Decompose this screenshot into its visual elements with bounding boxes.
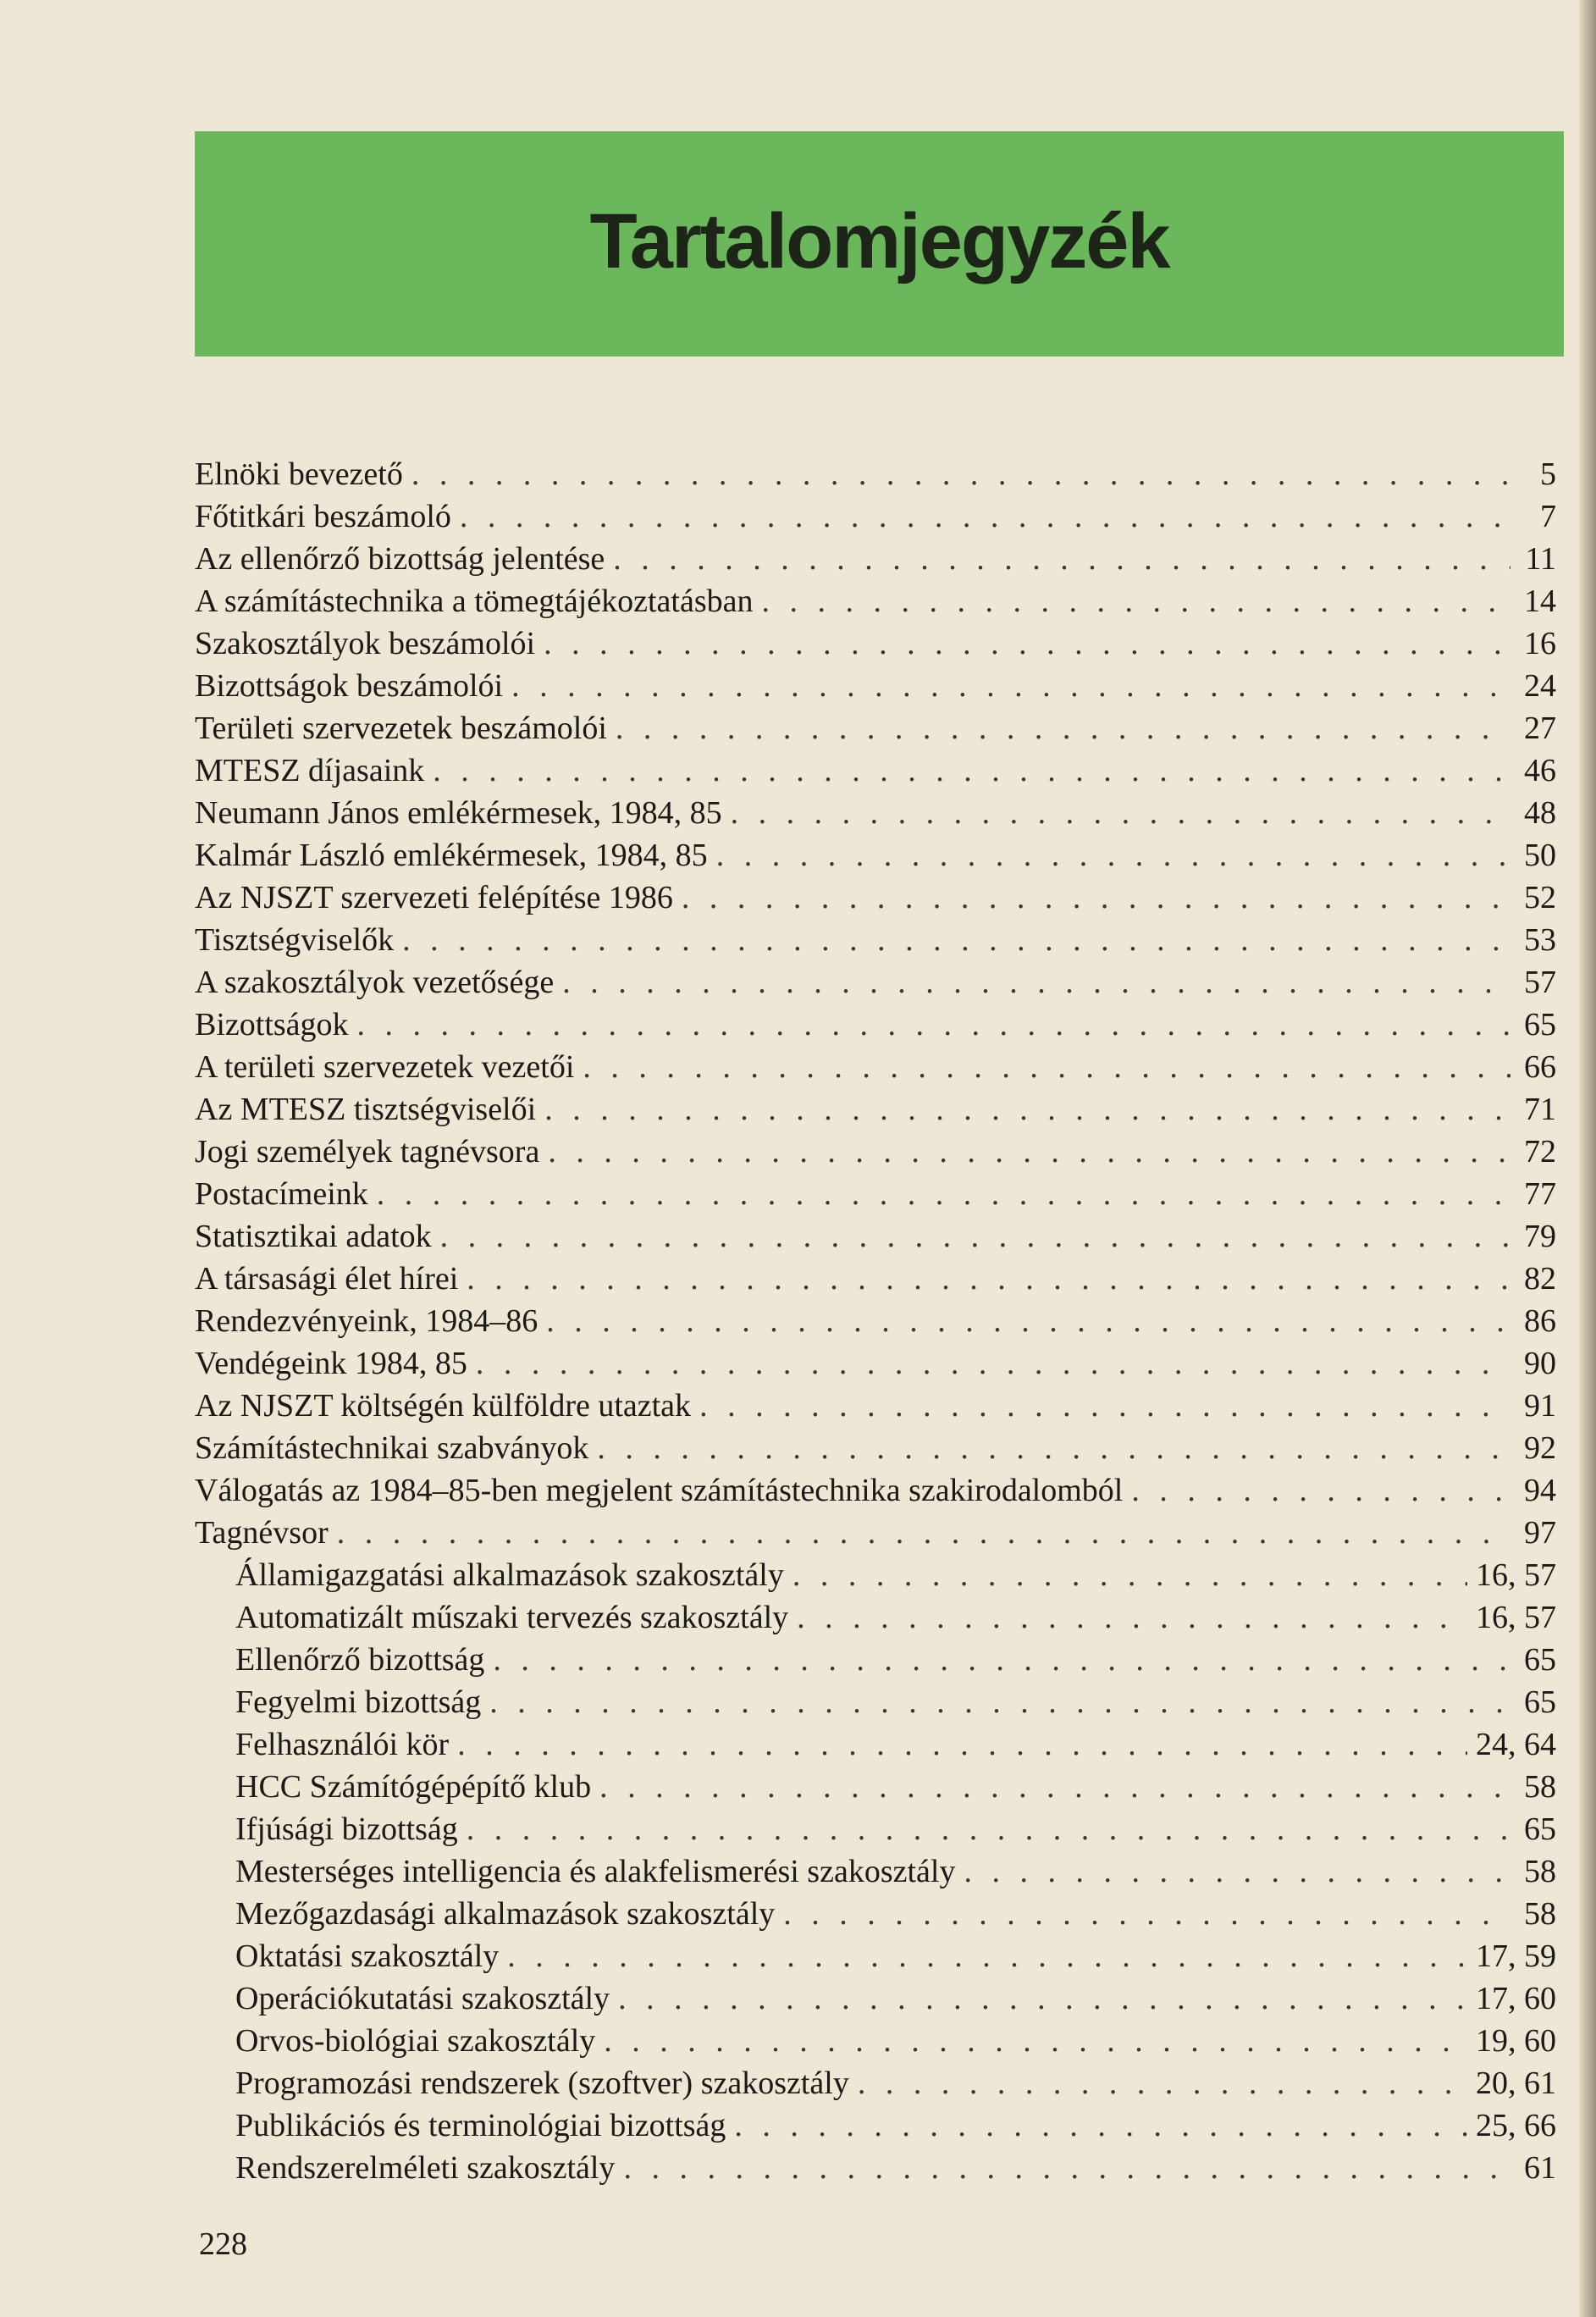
toc-entry-title: A szakosztályok vezetősége [195, 965, 555, 1000]
dot-leader [440, 1218, 1510, 1255]
toc-entry [195, 1808, 1556, 1850]
toc-entry-page: 50 [1524, 838, 1556, 873]
dot-leader [476, 1345, 1510, 1382]
dot-leader [544, 625, 1510, 662]
toc-entry-page: 58 [1524, 1896, 1556, 1932]
toc-entry-page: 19, 60 [1476, 2023, 1556, 2059]
toc-entry [195, 495, 1556, 538]
toc-entry [195, 453, 1556, 495]
toc-entry-title: Az NJSZT költségén külföldre utaztak [195, 1388, 692, 1424]
dot-leader [682, 879, 1510, 916]
toc-entry-title: Kalmár László emlékérmesek, 1984, 85 [195, 838, 708, 873]
toc-entry [195, 1977, 1556, 2020]
toc-entry-page: 65 [1524, 1684, 1556, 1720]
dot-leader [599, 1768, 1510, 1805]
toc-entry [195, 2062, 1556, 2104]
toc-entry-page: 91 [1524, 1388, 1556, 1424]
toc-entry-page: 24, 64 [1476, 1727, 1556, 1762]
toc-entry-title: Szakosztályok beszámolói [195, 626, 536, 661]
page-edge-shadow [1579, 0, 1596, 2317]
toc-entry-page: 65 [1524, 1811, 1556, 1847]
toc-entry-page: 86 [1524, 1303, 1556, 1339]
toc-entry-page: 66 [1524, 1049, 1556, 1085]
toc-entry-page: 72 [1524, 1134, 1556, 1170]
toc-entry-title: Tisztségviselők [195, 922, 395, 958]
toc-entry-title: A társasági élet hírei [195, 1261, 459, 1297]
dot-leader [734, 2107, 1467, 2144]
toc-entry-title: Ifjúsági bizottság [235, 1811, 458, 1847]
toc-entry-page: 79 [1524, 1219, 1556, 1254]
toc-entry-title: Felhasználói kör [235, 1727, 450, 1762]
toc-entry [195, 538, 1556, 580]
dot-leader [716, 837, 1510, 874]
toc-entry-page: 94 [1524, 1473, 1556, 1508]
toc-entry [195, 1300, 1556, 1342]
toc-entry [195, 622, 1556, 665]
toc-entry-title: Számítástechnikai szabványok [195, 1430, 589, 1466]
toc-entry-page: 58 [1524, 1769, 1556, 1805]
toc-entry [195, 876, 1556, 919]
toc-entry-page: 14 [1524, 583, 1556, 619]
toc-entry-title: Mezőgazdasági alkalmazások szakosztály [235, 1896, 776, 1932]
toc-entry-title: Tagnévsor [195, 1515, 329, 1551]
toc-entry-title: Válogatás az 1984–85-ben megjelent számítástechnika szakirodalomból [195, 1473, 1124, 1508]
dot-leader [964, 1853, 1510, 1890]
toc-entry-page: 65 [1524, 1642, 1556, 1678]
toc-entry-page: 61 [1524, 2150, 1556, 2186]
toc-entry-title: Az ellenőrző bizottság jelentése [195, 541, 605, 577]
dot-leader [623, 2149, 1510, 2187]
dot-leader [460, 498, 1510, 535]
toc-entry-title: Bizottságok beszámolói [195, 668, 504, 704]
toc-entry-title: Oktatási szakosztály [235, 1938, 500, 1974]
toc-entry-page: 48 [1524, 795, 1556, 831]
toc-entry-title: A területi szervezetek vezetői [195, 1049, 575, 1085]
dot-leader [337, 1514, 1510, 1551]
toc-entry [195, 961, 1556, 1004]
toc-entry [195, 1342, 1556, 1385]
toc-entry-page: 11 [1525, 541, 1556, 577]
toc-entry [195, 665, 1556, 707]
toc-entry [195, 919, 1556, 961]
toc-entry-title: Automatizált műszaki tervezés szakosztály [235, 1600, 789, 1635]
toc-entry [195, 1893, 1556, 1935]
dot-leader [699, 1387, 1510, 1424]
toc-entry [195, 1681, 1556, 1723]
dot-leader [797, 1599, 1467, 1636]
dot-leader [544, 1091, 1510, 1128]
toc-entry [195, 1173, 1556, 1215]
table-of-contents [195, 453, 1556, 2189]
toc-entry [195, 1554, 1556, 1596]
toc-entry-title: Bizottságok [195, 1007, 349, 1042]
dot-leader [613, 540, 1510, 578]
dot-leader [783, 1895, 1510, 1933]
toc-entry [195, 1596, 1556, 1639]
toc-entry-title: Ellenőrző bizottság [235, 1642, 485, 1678]
toc-entry [195, 2020, 1556, 2062]
toc-entry-title: Publikációs és terminológiai bizottság [235, 2108, 726, 2143]
page-title: Tartalomjegyzék [589, 198, 1169, 285]
toc-entry-title: Postacímeink [195, 1176, 368, 1212]
toc-entry [195, 834, 1556, 876]
toc-entry-title: Fegyelmi bizottság [235, 1684, 482, 1720]
toc-entry-title: Államigazgatási alkalmazások szakosztály [235, 1557, 784, 1593]
toc-entry [195, 1639, 1556, 1681]
dot-leader [433, 752, 1510, 789]
toc-entry [195, 707, 1556, 749]
dot-leader [546, 1302, 1510, 1340]
toc-entry [195, 1723, 1556, 1766]
toc-entry-title: Jogi személyek tagnévsora [195, 1134, 540, 1170]
toc-entry-title: MTESZ díjasaink [195, 753, 425, 788]
toc-entry-title: Orvos-biológiai szakosztály [235, 2023, 596, 2059]
toc-entry [195, 1131, 1556, 1173]
dot-leader [604, 2022, 1467, 2060]
toc-entry-title: Főtitkári beszámoló [195, 499, 451, 534]
toc-entry-title: Az MTESZ tisztségviselői [195, 1092, 537, 1127]
toc-entry [195, 792, 1556, 834]
toc-entry [195, 1088, 1556, 1131]
dot-leader [618, 1980, 1467, 2017]
dot-leader [562, 964, 1510, 1001]
toc-entry-page: 90 [1524, 1346, 1556, 1381]
toc-entry [195, 1469, 1556, 1512]
toc-entry-title: HCC Számítógépépítő klub [235, 1769, 592, 1805]
toc-entry [195, 1004, 1556, 1046]
dot-leader [507, 1938, 1467, 1975]
toc-entry-title: Statisztikai adatok [195, 1219, 432, 1254]
toc-entry-title: Mesterséges intelligencia és alakfelismerési szakosztály [235, 1854, 956, 1889]
dot-leader [411, 456, 1510, 493]
toc-entry-page: 5 [1540, 456, 1556, 492]
dot-leader [616, 710, 1510, 747]
toc-entry-title: A számítástechnika a tömegtájékoztatásban [195, 583, 754, 619]
toc-entry-page: 16 [1524, 626, 1556, 661]
toc-entry-page: 82 [1524, 1261, 1556, 1297]
toc-entry [195, 1258, 1556, 1300]
toc-entry [195, 580, 1556, 622]
toc-entry [195, 1046, 1556, 1088]
toc-entry-page: 65 [1524, 1007, 1556, 1042]
toc-entry [195, 2147, 1556, 2189]
dot-leader [357, 1006, 1510, 1043]
toc-entry-page: 24 [1524, 668, 1556, 704]
dot-leader [402, 921, 1510, 959]
title-banner [195, 131, 1564, 357]
toc-entry-page: 53 [1524, 922, 1556, 958]
dot-leader [457, 1726, 1467, 1763]
toc-entry-page: 17, 59 [1476, 1938, 1556, 1974]
toc-entry [195, 1385, 1556, 1427]
toc-entry [195, 1215, 1556, 1258]
toc-entry-page: 97 [1524, 1515, 1556, 1551]
dot-leader [858, 2065, 1467, 2102]
dot-leader [761, 583, 1510, 620]
dot-leader [548, 1133, 1510, 1170]
toc-entry-page: 46 [1524, 753, 1556, 788]
dot-leader [467, 1260, 1510, 1297]
toc-entry-page: 92 [1524, 1430, 1556, 1466]
toc-entry-title: Neumann János emlékérmesek, 1984, 85 [195, 795, 722, 831]
toc-entry [195, 1935, 1556, 1977]
dot-leader [1131, 1472, 1510, 1509]
dot-leader [731, 794, 1510, 832]
dot-leader [511, 667, 1510, 705]
toc-entry [195, 1512, 1556, 1554]
page-number: 228 [199, 2226, 247, 2262]
toc-entry-title: Elnöki bevezető [195, 456, 403, 492]
toc-entry-page: 27 [1524, 711, 1556, 746]
toc-entry-title: Területi szervezetek beszámolói [195, 711, 607, 746]
dot-leader [489, 1684, 1510, 1721]
toc-entry [195, 2104, 1556, 2147]
dot-leader [493, 1641, 1510, 1678]
toc-entry-page: 16, 57 [1476, 1600, 1556, 1635]
toc-entry-page: 71 [1524, 1092, 1556, 1127]
toc-entry [195, 1850, 1556, 1893]
toc-entry-title: Az NJSZT szervezeti felépítése 1986 [195, 880, 673, 915]
toc-entry-page: 16, 57 [1476, 1557, 1556, 1593]
toc-entry-page: 17, 60 [1476, 1981, 1556, 2016]
toc-entry-title: Vendégeink 1984, 85 [195, 1346, 467, 1381]
toc-entry-page: 25, 66 [1476, 2108, 1556, 2143]
toc-entry-page: 7 [1540, 499, 1556, 534]
toc-entry-title: Rendszerelméleti szakosztály [235, 2150, 616, 2186]
toc-entry [195, 1766, 1556, 1808]
dot-leader [792, 1557, 1467, 1594]
toc-entry-title: Programozási rendszerek (szoftver) szakosztály [235, 2065, 849, 2101]
toc-entry-title: Rendezvényeink, 1984–86 [195, 1303, 538, 1339]
dot-leader [377, 1175, 1510, 1213]
toc-entry-title: Operációkutatási szakosztály [235, 1981, 610, 2016]
toc-entry-page: 58 [1524, 1854, 1556, 1889]
toc-entry [195, 749, 1556, 792]
toc-entry-page: 20, 61 [1476, 2065, 1556, 2101]
toc-entry-page: 77 [1524, 1176, 1556, 1212]
dot-leader [467, 1811, 1510, 1848]
toc-entry [195, 1427, 1556, 1469]
dot-leader [583, 1048, 1510, 1086]
dot-leader [597, 1429, 1510, 1467]
toc-entry-page: 52 [1524, 880, 1556, 915]
toc-entry-page: 57 [1524, 965, 1556, 1000]
